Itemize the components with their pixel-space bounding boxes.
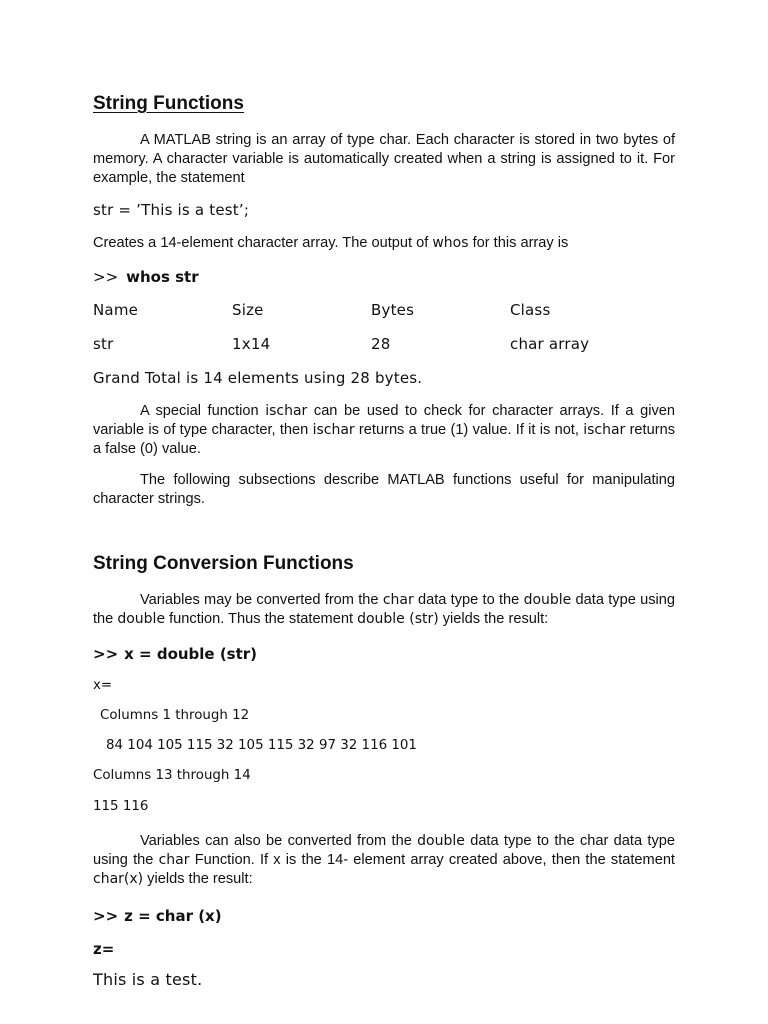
table-cell: 28 — [371, 335, 391, 353]
command-double: >> x = double (str) — [93, 645, 258, 663]
prompt-symbol: >> — [93, 268, 119, 286]
intro-paragraph: A MATLAB string is an array of type char. Each character is stored in two bytes of memory. A character variable is automatically created when a string is assigned to it. For example, the statement — [93, 132, 675, 186]
table-cell: 1x14 — [232, 335, 271, 353]
output-values-row: 84 104 105 115 32 105 115 32 97 32 116 101 — [106, 738, 417, 753]
whos-table-row — [93, 334, 653, 354]
column-header-size: Size — [232, 301, 264, 319]
inline-code-ischar: ischar — [583, 422, 626, 438]
inline-code-char-x: char(x) — [93, 871, 144, 887]
column-header-bytes: Bytes — [371, 301, 415, 319]
column-header-class: Class — [510, 301, 551, 319]
output-variable-x: x= — [93, 678, 113, 693]
section-title-string-functions: String Functions — [93, 93, 244, 114]
output-result-string: This is a test. — [93, 970, 203, 989]
command-whos: >> whos str — [93, 268, 199, 286]
column-header-name: Name — [93, 301, 139, 319]
inline-code-double: double — [417, 833, 465, 849]
inline-code-whos: whos — [432, 235, 469, 251]
whos-table-header — [93, 300, 653, 320]
inline-code-char: char — [382, 592, 414, 608]
inline-code-ischar: ischar — [265, 403, 308, 419]
char-conversion-paragraph: Variables can also be converted from the double data type to the char data type using the char Function. If x is the 14- element array created above, then the statement char(x) yields the result: — [93, 833, 675, 887]
table-cell: char array — [510, 335, 590, 353]
document-page — [93, 0, 675, 1024]
code-str-assignment: str = ’This is a test’; — [93, 201, 250, 219]
whos-paragraph: Creates a 14-element character array. The output of whos for this array is — [93, 235, 569, 251]
conversion-paragraph: Variables may be converted from the char data type to the double data type using the double function. Thus the statement double (str) yields the result: — [93, 592, 675, 627]
output-columns-label: Columns 1 through 12 — [100, 708, 250, 723]
output-values-row: 115 116 — [93, 799, 149, 814]
prompt-symbol: >> — [93, 645, 119, 663]
inline-code-double: double — [523, 592, 572, 608]
section-title-string-conversion: String Conversion Functions — [93, 553, 354, 574]
grand-total-line: Grand Total is 14 elements using 28 bytes. — [93, 369, 423, 387]
table-cell: str — [93, 335, 114, 353]
prompt-symbol: >> — [93, 907, 119, 925]
ischar-paragraph: A special function ischar can be used to check for character arrays. If a given variable is of type character, then ischar returns a true (1) value. If it is not, ischar returns a false (0) value. — [93, 403, 675, 457]
command-char: >> z = char (x) — [93, 907, 222, 925]
inline-code-double: double — [117, 611, 166, 627]
inline-code-char: char — [158, 852, 190, 868]
inline-code-double-str: double (str) — [357, 611, 439, 627]
output-columns-label: Columns 13 through 14 — [93, 768, 251, 783]
subsections-paragraph: The following subsections describe MATLAB functions useful for manipulating character strings. — [93, 472, 675, 507]
inline-code-ischar: ischar — [312, 422, 355, 438]
output-variable-z: z= — [93, 940, 115, 958]
